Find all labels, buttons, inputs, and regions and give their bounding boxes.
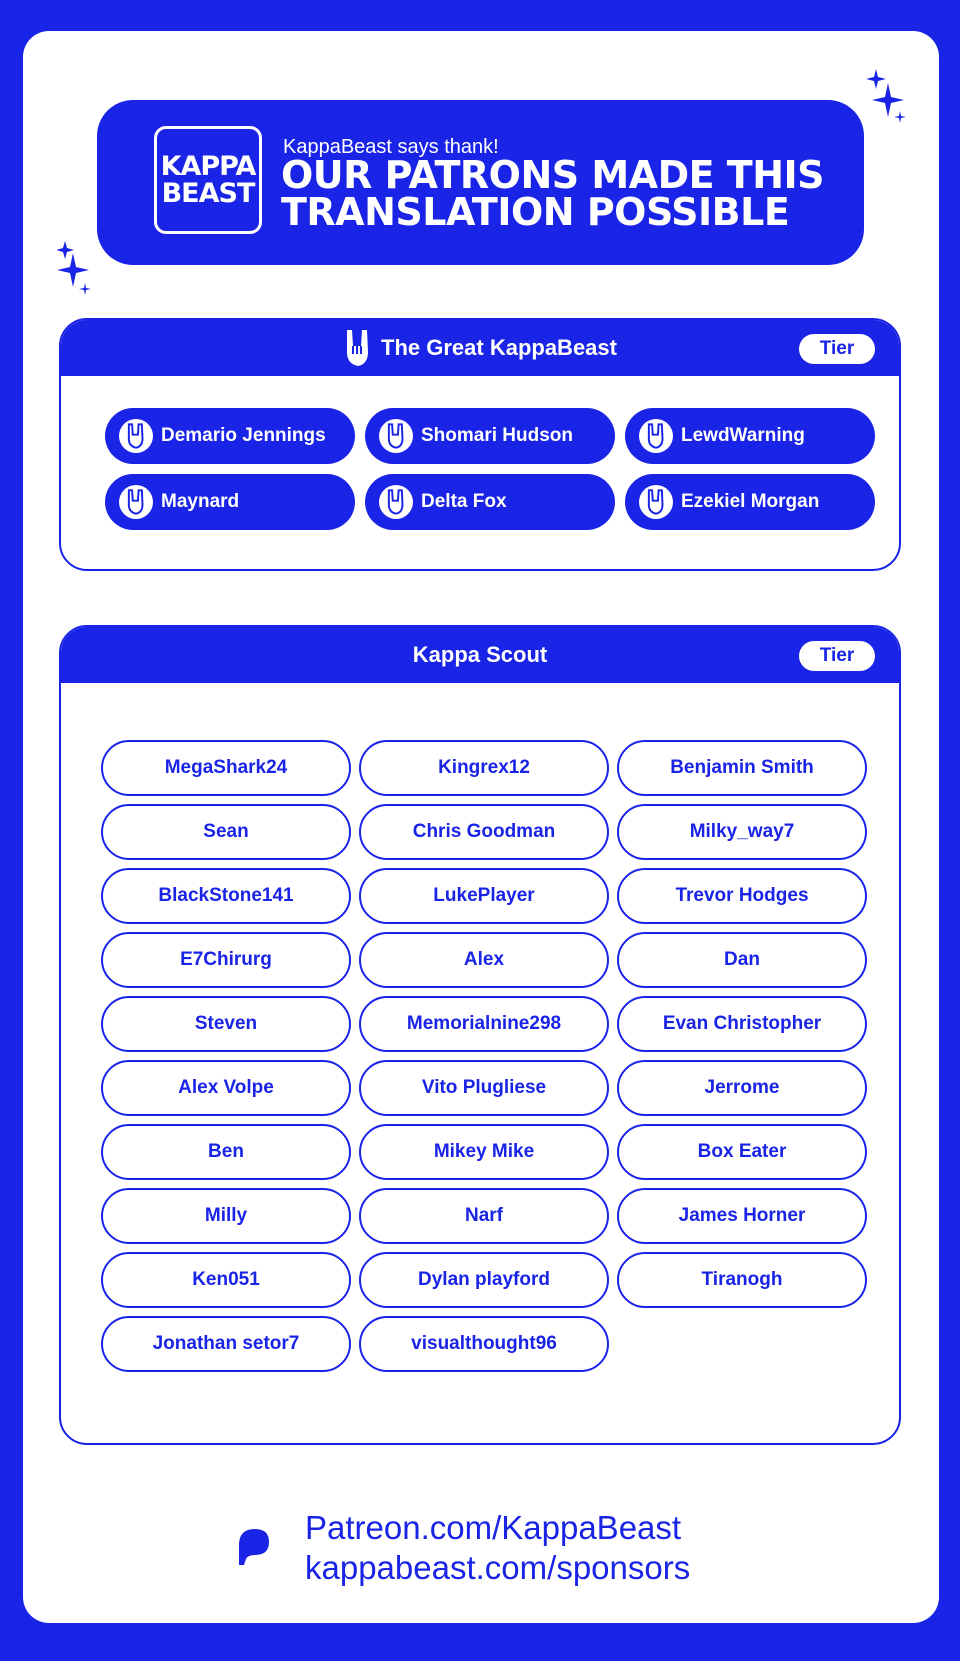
patron-pill xyxy=(365,408,615,464)
tier-header xyxy=(61,320,899,376)
tier-header xyxy=(61,627,899,683)
rock-hand-icon xyxy=(639,485,673,519)
patreon-icon xyxy=(235,1527,271,1567)
tier-badge: Tier xyxy=(799,334,875,364)
tier-scout-members xyxy=(101,740,871,1372)
sparkle-icon xyxy=(57,241,97,301)
patron-pill: Milly xyxy=(101,1188,351,1244)
tier-great-kappabeast xyxy=(59,318,901,571)
logo-text-top: KAPPA xyxy=(160,151,256,182)
header-title: OUR PATRONS MADE THIS TRANSLATION POSSIBLE xyxy=(281,153,825,234)
rock-hand-icon xyxy=(343,328,373,368)
patron-pill: E7Chirurg xyxy=(101,932,351,988)
sponsors-link[interactable]: kappabeast.com/sponsors xyxy=(305,1549,691,1586)
patron-pill: James Horner xyxy=(617,1188,867,1244)
patron-pill: Benjamin Smith xyxy=(617,740,867,796)
patron-name: Ezekiel Morgan xyxy=(681,491,820,512)
patron-pill: Box Eater xyxy=(617,1124,867,1180)
rock-hand-icon xyxy=(379,485,413,519)
patron-pill xyxy=(365,474,615,530)
patron-pill: Milky_way7 xyxy=(617,804,867,860)
patron-pill: LukePlayer xyxy=(359,868,609,924)
patron-pill: Jonathan setor7 xyxy=(101,1316,351,1372)
kappabeast-logo xyxy=(154,126,262,234)
patron-name: Delta Fox xyxy=(421,491,507,512)
patron-pill: visualthought96 xyxy=(359,1316,609,1372)
patron-name: Shomari Hudson xyxy=(421,425,574,446)
patron-pill: Alex Volpe xyxy=(101,1060,351,1116)
patron-name: LewdWarning xyxy=(681,425,805,446)
patron-pill: Tiranogh xyxy=(617,1252,867,1308)
sparkle-icon xyxy=(866,69,906,129)
patron-pill: Ken051 xyxy=(101,1252,351,1308)
patron-name: Maynard xyxy=(161,491,240,512)
patron-name: Demario Jennings xyxy=(161,425,326,446)
patron-pill: Sean xyxy=(101,804,351,860)
tier-badge: Tier xyxy=(799,641,875,671)
patron-pill xyxy=(105,408,355,464)
patron-pill: Jerrome xyxy=(617,1060,867,1116)
patron-pill: Vito Plugliese xyxy=(359,1060,609,1116)
patron-pill: Mikey Mike xyxy=(359,1124,609,1180)
tier-title: Kappa Scout xyxy=(412,642,548,667)
tier-title: The Great KappaBeast xyxy=(381,335,617,360)
rock-hand-icon xyxy=(639,419,673,453)
header-subtitle: KappaBeast says thank! xyxy=(283,136,499,158)
patron-pill: Steven xyxy=(101,996,351,1052)
footer-links xyxy=(305,1508,690,1588)
logo-text-bottom: BEAST xyxy=(161,178,255,209)
patron-pill: BlackStone141 xyxy=(101,868,351,924)
main-card xyxy=(23,31,939,1623)
patron-pill xyxy=(625,474,875,530)
patron-pill: Evan Christopher xyxy=(617,996,867,1052)
patron-pill: MegaShark24 xyxy=(101,740,351,796)
patron-pill: Dylan playford xyxy=(359,1252,609,1308)
patron-pill: Ben xyxy=(101,1124,351,1180)
tier-kappa-scout xyxy=(59,625,901,1445)
tier-great-members xyxy=(105,408,875,530)
patron-pill: Narf xyxy=(359,1188,609,1244)
patron-pill: Memorialnine298 xyxy=(359,996,609,1052)
patron-pill: Alex xyxy=(359,932,609,988)
patron-pill xyxy=(105,474,355,530)
patron-pill: Dan xyxy=(617,932,867,988)
patron-pill: Trevor Hodges xyxy=(617,868,867,924)
header-banner xyxy=(97,100,864,265)
patron-pill xyxy=(625,408,875,464)
patron-pill: Chris Goodman xyxy=(359,804,609,860)
rock-hand-icon xyxy=(119,485,153,519)
rock-hand-icon xyxy=(379,419,413,453)
patron-pill: Kingrex12 xyxy=(359,740,609,796)
rock-hand-icon xyxy=(119,419,153,453)
patreon-link[interactable]: Patreon.com/KappaBeast xyxy=(305,1509,682,1546)
